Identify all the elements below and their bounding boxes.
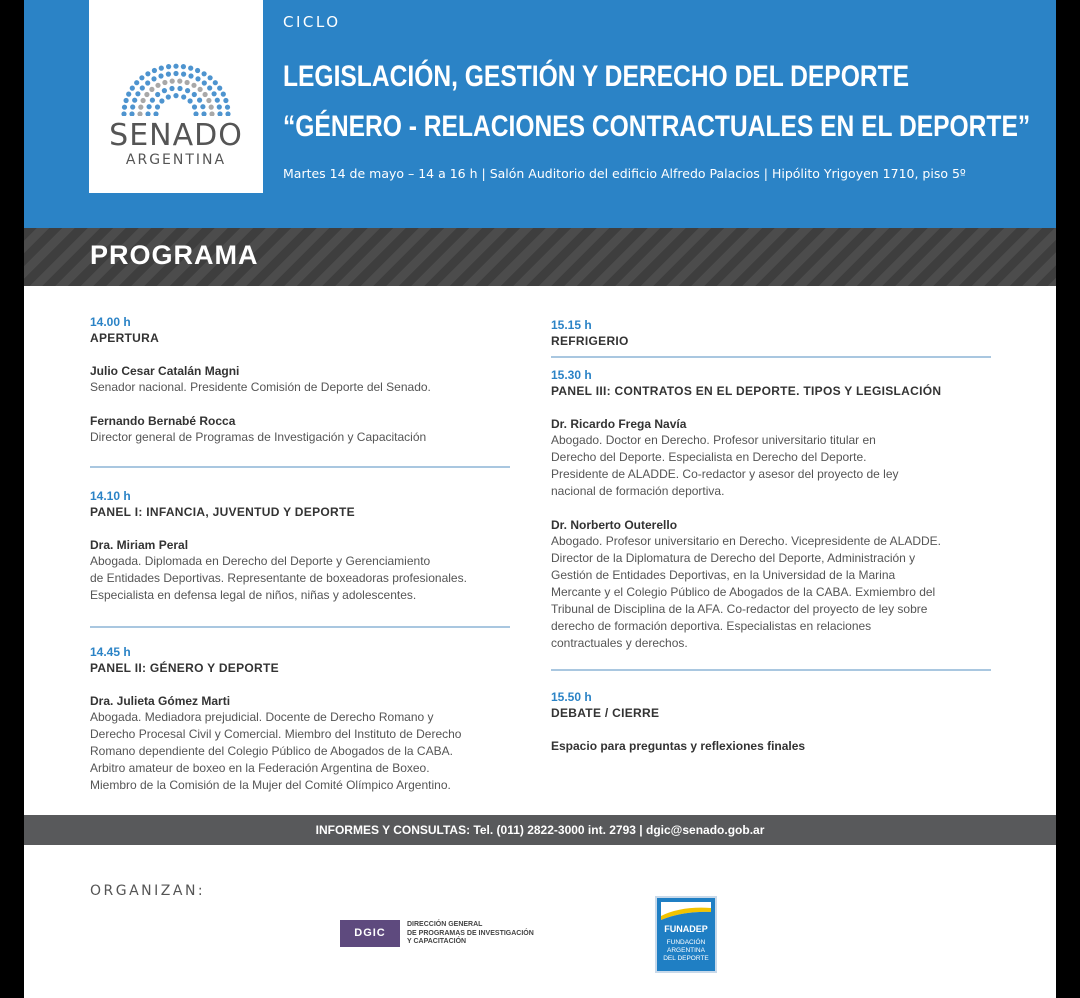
funadep-logo bbox=[655, 896, 717, 973]
slot-panel-1 bbox=[90, 488, 520, 604]
speaker-name: Fernando Bernabé Rocca bbox=[90, 414, 236, 428]
speaker-name: Julio Cesar Catalán Magni bbox=[90, 364, 240, 378]
speaker-name: Dr. Norberto Outerello bbox=[551, 518, 678, 532]
funadep-stripe-icon bbox=[661, 902, 711, 922]
speaker-desc: Abogada. Mediadora prejudicial. Docente de Derecho Romano y Derecho Procesal Civil y Comercial. Miembro del Instituto de Derecho Romano dependiente del Colegio Público de Abogados de la CABA. Arbitro amateur de boxeo en la Federación Argentina de Boxeo. Miembro de la Comisión de la Mujer del Comité Olímpico Argentino. bbox=[90, 710, 462, 792]
speaker bbox=[551, 416, 1011, 500]
header-banner bbox=[24, 0, 1056, 228]
speaker-name: Dra. Julieta Gómez Marti bbox=[90, 694, 231, 708]
divider bbox=[551, 669, 991, 671]
speaker bbox=[90, 537, 520, 604]
slot-refrigerio bbox=[551, 317, 981, 349]
senado-logo bbox=[89, 0, 263, 193]
funadep-sub: FUNDACIÓN ARGENTINA DEL DEPORTE bbox=[663, 939, 709, 962]
slot-time: 14.45 h bbox=[90, 645, 131, 659]
slot-debate bbox=[551, 689, 981, 754]
slot-time: 15.50 h bbox=[551, 690, 592, 704]
speaker bbox=[90, 363, 520, 396]
speaker-desc: Abogado. Profesor universitario en Derecho. Vicepresidente de ALADDE. Director de la Diplomatura de Derecho del Deporte, Administración y Gestión de Entidades Deportivas, en la Universidad de la Marina Mercante y el Colegio Público de Abogados de la CABA. Exmiembro del Tribunal de Disciplina de la AFA. Co-redactor del proyecto de ley sobre derecho de formación deportiva. Especialistas en relaciones contractuales y derechos. bbox=[551, 534, 942, 650]
slot-time: 15.30 h bbox=[551, 368, 592, 382]
event-info: Martes 14 de mayo – 14 a 16 h | Salón Auditorio del edificio Alfredo Palacios | Hipólito Yrigoyen 1710, piso 5º bbox=[283, 166, 966, 181]
slot-title: REFRIGERIO bbox=[551, 334, 629, 348]
senate-dome-icon bbox=[106, 56, 246, 116]
program-flyer bbox=[24, 0, 1056, 998]
funadep-name: FUNADEP bbox=[664, 924, 708, 934]
slot-time: 14.00 h bbox=[90, 315, 131, 329]
organizers-label: ORGANIZAN: bbox=[90, 883, 206, 899]
programa-bar bbox=[24, 228, 1056, 286]
speaker bbox=[90, 693, 520, 794]
event-subtitle: “GÉNERO - RELACIONES CONTRACTUALES EN EL DEPORTE” bbox=[283, 110, 1031, 143]
speaker bbox=[551, 738, 981, 754]
divider bbox=[90, 466, 510, 468]
speaker-desc: Abogada. Diplomada en Derecho del Deporte y Gerenciamiento de Entidades Deportivas. Representante de boxeadoras profesionales. Especialista en defensa legal de niños, niñas y adolescentes. bbox=[90, 554, 467, 602]
logo-country: ARGENTINA bbox=[125, 152, 227, 168]
dgic-badge: DGIC bbox=[340, 920, 400, 947]
slot-panel-2 bbox=[90, 644, 520, 794]
slot-time: 15.15 h bbox=[551, 318, 592, 332]
speaker bbox=[551, 517, 1011, 652]
speaker bbox=[90, 413, 520, 446]
slot-title: APERTURA bbox=[90, 331, 160, 345]
divider bbox=[551, 356, 991, 358]
slot-title: DEBATE / CIERRE bbox=[551, 706, 660, 720]
slot-apertura bbox=[90, 314, 520, 446]
programa-title: PROGRAMA bbox=[90, 240, 259, 270]
contact-info: INFORMES Y CONSULTAS: Tel. (011) 2822-3000 int. 2793 | dgic@senado.gob.ar bbox=[315, 823, 765, 837]
slot-panel-3 bbox=[551, 367, 1011, 652]
contact-bar bbox=[24, 815, 1056, 845]
slot-title: PANEL I: INFANCIA, JUVENTUD Y DEPORTE bbox=[90, 505, 355, 519]
speaker-name: Dra. Miriam Peral bbox=[90, 538, 189, 552]
speaker-desc: Director general de Programas de Investigación y Capacitación bbox=[90, 430, 427, 444]
dgic-name: DIRECCIÓN GENERAL DE PROGRAMAS DE INVESTIGACIÓN Y CAPACITACIÓN bbox=[407, 921, 534, 945]
closing-note: Espacio para preguntas y reflexiones finales bbox=[551, 739, 806, 753]
slot-title: PANEL II: GÉNERO Y DEPORTE bbox=[90, 661, 279, 675]
speaker-name: Dr. Ricardo Frega Navía bbox=[551, 417, 687, 431]
speaker-desc: Abogado. Doctor en Derecho. Profesor universitario titular en Derecho del Deporte. Especialista en Derecho del Deporte. Presidente de ALADDE. Co-redactor y asesor del proyecto de ley nacional de formación deportiva. bbox=[551, 433, 899, 498]
cycle-label: CICLO bbox=[283, 13, 341, 31]
divider bbox=[90, 626, 510, 628]
slot-title: PANEL III: CONTRATOS EN EL DEPORTE. TIPOS Y LEGISLACIÓN bbox=[551, 384, 942, 398]
logo-name: SENADO bbox=[109, 118, 243, 153]
slot-time: 14.10 h bbox=[90, 489, 131, 503]
speaker-desc: Senador nacional. Presidente Comisión de Deporte del Senado. bbox=[90, 380, 431, 394]
event-title: LEGISLACIÓN, GESTIÓN Y DERECHO DEL DEPORTE bbox=[283, 60, 910, 93]
